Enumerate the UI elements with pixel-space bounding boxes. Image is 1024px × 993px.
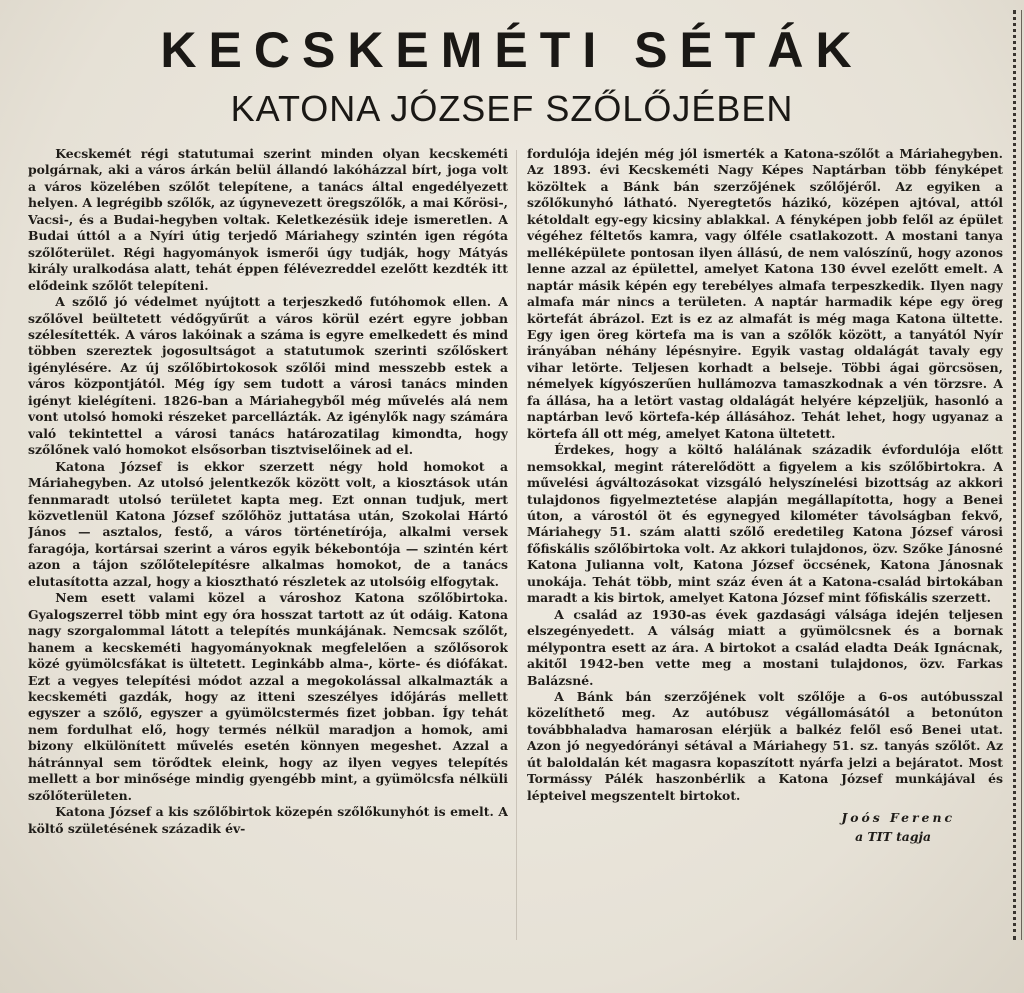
- author-credit: a TIT tagja: [855, 828, 931, 844]
- paragraph: Katona József a kis szőlőbirtok közepén szőlőkunyhót is emelt. A költő születésének századik év-: [28, 804, 508, 836]
- paragraph: Nem esett valami közel a városhoz Katona szőlőbirtoka. Gyalogszerrel több mint egy óra hosszat tartott az út odáig. Katona nagy szorgalommal látott a telepítés munkájának. Nemcsak szőlőt, hanem a kecskeméti hagyományoknak megfelelően a szőlősorok közé gyümölcsfákat is ültetett. Leginkább alma-, körte- és diófákat. Ezt a vegyes telepítési módot azzal a megokolással alkalmazták a kecskeméti gazdák, hogy az itteni szeszélyes időjárás mellett egyszer a szőlő, egyszer a gyümölcstermés fizet jobban. Így tehát nem fordulhat elő, hogy termés nélkül maradjon a homok, ami bizony elkülönített művelés esetén könnyen megeshet. Azzal a hátránnyal sem törődtek eleink, hogy az ilyen vegyes telepítés mellett a bor minősége mindig gyengébb mint, a gyümölcsfa nélküli szőlőterületen.: [28, 590, 508, 803]
- column-divider: [516, 150, 517, 940]
- paragraph: A család az 1930-as évek gazdasági válsága idején teljesen elszegényedett. A válság miatt a gyümölcsnek és a bornak mélypontra esett az ára. A birtokot a család eladta Deák Ignácnak, akitől 1942-ben vette meg a mostani tulajdonos, özv. Farkas Balázsné.: [527, 606, 1003, 688]
- article-title: KECSKEMÉTI SÉTÁK: [160, 22, 864, 78]
- paragraph: Érdekes, hogy a költő halálának századik évfordulója előtt nemsokkal, megint ráterelődött a figyelem a kis szőlőbirtokra. A művelési ágváltozásokat vizsgáló helyszínelési bizottság az akkori tulajdonos figyelmeztetése alapján megállapította, hogy a Benei úton, a várostól öt és egynegyed kilométer távolságban fekvő, Máriahegy 51. szám alatti szőlő eredetileg Katona József városi főfiskális szőlőbirtoka volt. Az akkori tulajdonos, özv. Szőke Jánosné Katona Julianna volt, Katona József öccsének, Katona Jánosnak unokája. Tehát több, mint száz éven át a Katona-család birtokában maradt a kis birtok, amelyet Katona József mint főfiskális szerzett.: [527, 442, 1003, 606]
- paragraph: Kecskemét régi statutumai szerint minden olyan kecskeméti polgárnak, aki a város árkán belül állandó lakóházzal bírt, joga volt a város közelében szőlőt telepítene, a tanács által engedélyezett helyen. A legrégibb szőlők, az úgynevezett öregszőlők, a mai Kőrösi-, Vacsi-, és a Budai-hegyben voltak. Keletkezésük ideje ismeretlen. A Budai úttól a a Nyíri útig terjedő Máriahegy szintén igen régóta szőlőterület. Régi hagyományok ismerői úgy tudják, hogy Mátyás király uralkodása alatt, tehát éppen félévezreddel ezelőtt kezdték itt elődeink szőlőt telepíteni.: [28, 146, 508, 293]
- paragraph: A szőlő jó védelmet nyújtott a terjeszkedő futóhomok ellen. A szőlővel beültetett védőgyűrűt a város körül ezért egyre jobban szélesítették. A város lakóinak a száma is egyre emelkedett és mind többen szereztek jogosultságot a statutumok szerinti szőlőskert igénylésére. Az új szőlőbirtokosok szőlői mind messzebb estek a város központjától. Még így sem tudott a városi tanács minden igényt kielégíteni. 1826-ban a Máriahegyből még művelés alá nem vont utolsó homoki részeket parcellázták. Az igénylők nagy számára való tekintettel a városi tanács határozatilag kimondta, hogy szőlőnek való homokot elsősorban tisztviselőinek ad el.: [28, 294, 508, 458]
- left-column: [28, 146, 508, 986]
- article-subtitle: KATONA JÓZSEF SZŐLŐJÉBEN: [230, 88, 794, 129]
- margin-rule-dotted: [1013, 10, 1016, 940]
- author-signature: Joós Ferenc: [841, 810, 955, 826]
- paragraph: Katona József is ekkor szerzett négy hold homokot a Máriahegyben. Az utolsó jelentkezők között volt, a kiosztások után fennmaradt utolsó területet kapta meg. Ezt onnan tudjuk, mert közvetlenül Katona József szőlőhöz juttatása után, Szokolai Hártó János — asztalos, festő, a város történetírója, alkalmi versek faragója, kortársai szerint a város egyik békebontója — szintén kért azon a tájon szőlőtelepítésre alkalmas homokot, de a tanács elutasította azzal, hogy a kiosztható részletek az utolsóig elfogytak.: [28, 458, 508, 589]
- margin-rule: [1021, 10, 1022, 940]
- right-column: [527, 146, 1003, 986]
- paragraph: A Bánk bán szerzőjének volt szőlője a 6-os autóbusszal közelíthető meg. Az autóbusz végállomásától a betonúton továbbhaladva hamarosan elérjük a balkéz felől eső Benei utat. Azon jó negyedórányi sétával a Máriahegy 51. sz. tanyás szőlőt. Az út baloldalán két magasra kopaszított nyárfa jelzi a bejáratot. Most Tormássy Pálék haszonbérlik a Katona József munkájával és lépteivel megszentelt birtokot.: [527, 688, 1003, 803]
- paragraph-continued: fordulója idején még jól ismerték a Katona-szőlőt a Máriahegyben. Az 1893. évi Kecskeméti Nagy Képes Naptárban több fényképet közöltek a Bánk bán szerzőjének szőlőjéről. Az egyiken a szőlőkunyhó látható. Nyeregtetős házikó, középen ajtóval, attól kétoldalt egy-egy kicsiny ablakkal. A fényképen jobb felől az épület végéhez féltetős kamra, vagy ólféle csatlakozott. A mostani tanya melléképülete pontosan ilyen állású, de nem valószínű, hogy azonos lenne azzal az épülettel, amelyet Katona 130 évvel ezelőtt emelt. A naptár másik képén egy terebélyes almafa terpeszkedik. Ilyen nagy almafa már nincs a területen. A naptár harmadik képe egy öreg körtefát ábrázol. Ezt is ez az almafát is még maga Katona ültette. Egy igen öreg körtefa ma is van a szőlők között, a tanyától Nyír irányában néhány lépésnyire. Egyik vastag oldalágát tavaly egy vihar letörte. Teljesen korhadt a belseje. Többi ágai görcsösen, némelyek kígyószerűen hullámozva tamaszkodnak a vén törzsre. A fa állása, ha a letört vastag oldalágát helyére képzeljük, hasonló a naptárban levő körtefa-kép állásához. Tehát lehet, hogy ugyanaz a körtefa áll ott még, amelyet Katona ültetett.: [527, 146, 1003, 441]
